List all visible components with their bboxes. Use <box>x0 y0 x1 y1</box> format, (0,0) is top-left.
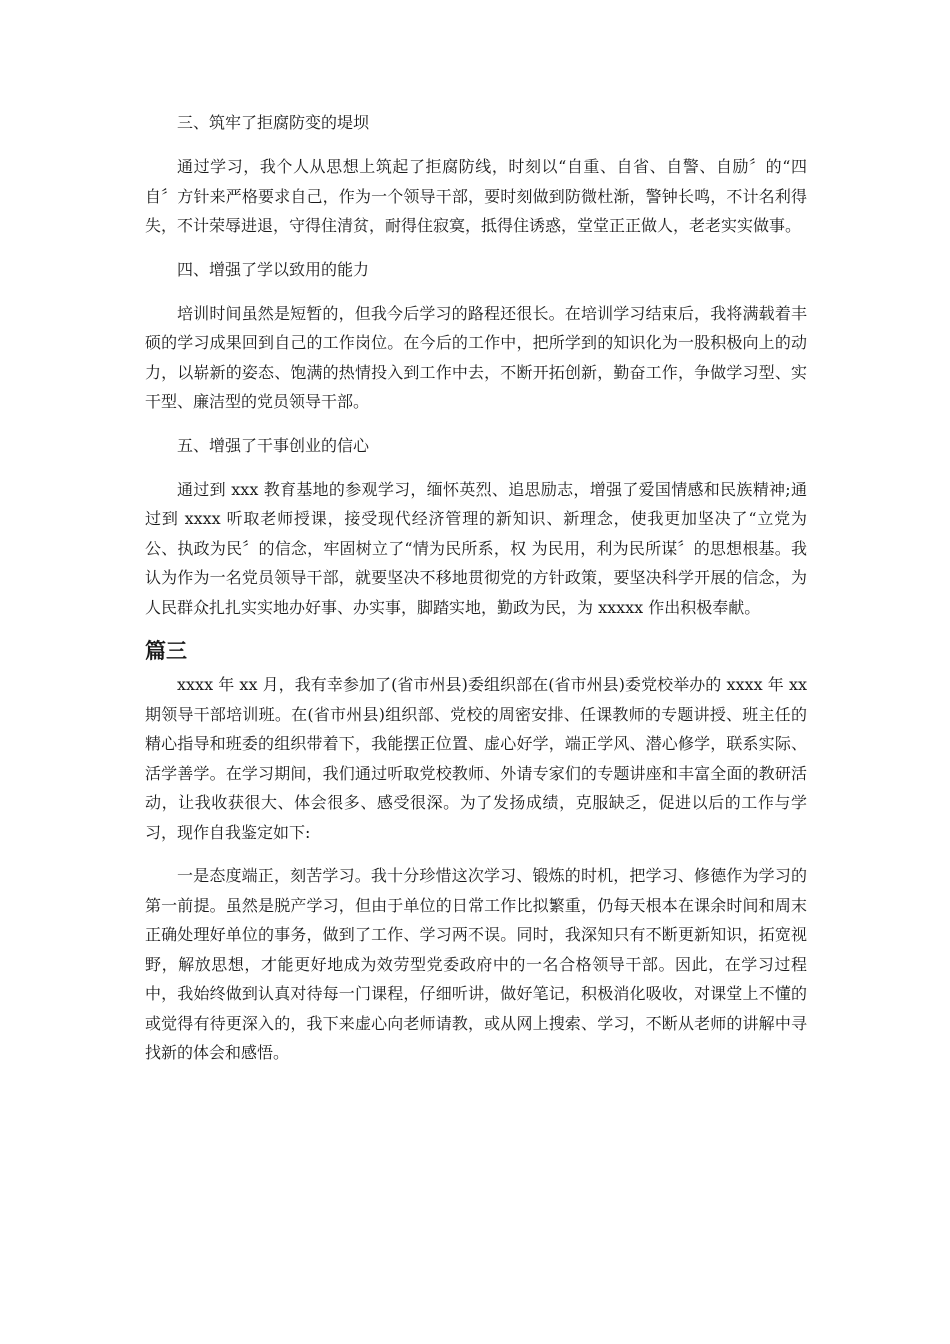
section-heading-3: 三、筑牢了拒腐防变的堤坝 <box>177 113 370 132</box>
paragraph-attitude: 一是态度端正，刻苦学习。我十分珍惜这次学习、锻炼的时机，把学习、修德作为学习的第一前提。虽然是脱产学习，但由于单位的日常工作比拟繁重，仍每天根本在课余时间和周末正确处理好单位的事务，做到了工作、学习两不误。同时，我深知只有不断更新知识，拓宽视野，解放思想，才能更好地成为效劳型党委政府中的一名合格领导干部。因此，在学习过程中，我始终做到认真对待每一门课程，仔细听讲，做好笔记，积极消化吸收，对课堂上不懂的或觉得有待更深入的，我下来虚心向老师请教，或从网上搜索、学习，不断从老师的讲解中寻找新的体会和感悟。 <box>145 866 807 1062</box>
part-title: 篇三 <box>145 639 187 663</box>
document-page <box>145 108 807 1082</box>
paragraph-intro: xxxx 年 xx 月，我有幸参加了(省市州县)委组织部在(省市州县)委党校举办的 xxxx 年 xx 期领导干部培训班。在(省市州县)组织部、党校的周密安排、任课教师的专题讲授、班主任的精心指导和班委的组织带着下，我能摆正位置、虚心好学，端正学风、潜心修学，联系实际、活学善学。在学习期间，我们通过听取党校教师、外请专家们的专题讲座和丰富全面的教研活动，让我收获很大、体会很多、感受很深。为了发扬成绩，克服缺乏，促进以后的工作与学习，现作自我鉴定如下: <box>145 675 807 842</box>
paragraph-4: 培训时间虽然是短暂的，但我今后学习的路程还很长。在培训学习结束后，我将满载着丰硕的学习成果回到自己的工作岗位。在今后的工作中，把所学到的知识化为一股积极向上的动力，以崭新的姿态、饱满的热情投入到工作中去，不断开拓创新，勤奋工作，争做学习型、实干型、廉洁型的党员领导干部。 <box>145 303 807 411</box>
section-heading-5: 五、增强了干事创业的信心 <box>177 435 370 455</box>
paragraph-5: 通过到 xxx 教育基地的参观学习，缅怀英烈、追思励志，增强了爱国情感和民族精神;通过到 xxxx 听取老师授课，接受现代经济管理的新知识、新理念，使我更加坚决了“立党为公、执政为民〞的信念，牢固树立了“情为民所系，权 为民用，利为民所谋〞的思想根基。我认为作为一名党员领导干部，就要坚决不移地贯彻党的方针政策，要坚决科学开展的信念，为人民群众扎扎实实地办好事、办实事，脚踏实地，勤政为民，为 xxxxx 作出积极奉献。 <box>145 479 807 617</box>
paragraph-3: 通过学习，我个人从思想上筑起了拒腐防线，时刻以“自重、自省、自警、自励〞的“四自〞方针来严格要求自己，作为一个领导干部，要时刻做到防微杜渐，警钟长鸣，不计名利得失，不计荣辱进退，守得住清贫，耐得住寂寞，抵得住诱惑，堂堂正正做人，老老实实做事。 <box>145 157 807 235</box>
section-heading-4: 四、增强了学以致用的能力 <box>177 259 370 279</box>
